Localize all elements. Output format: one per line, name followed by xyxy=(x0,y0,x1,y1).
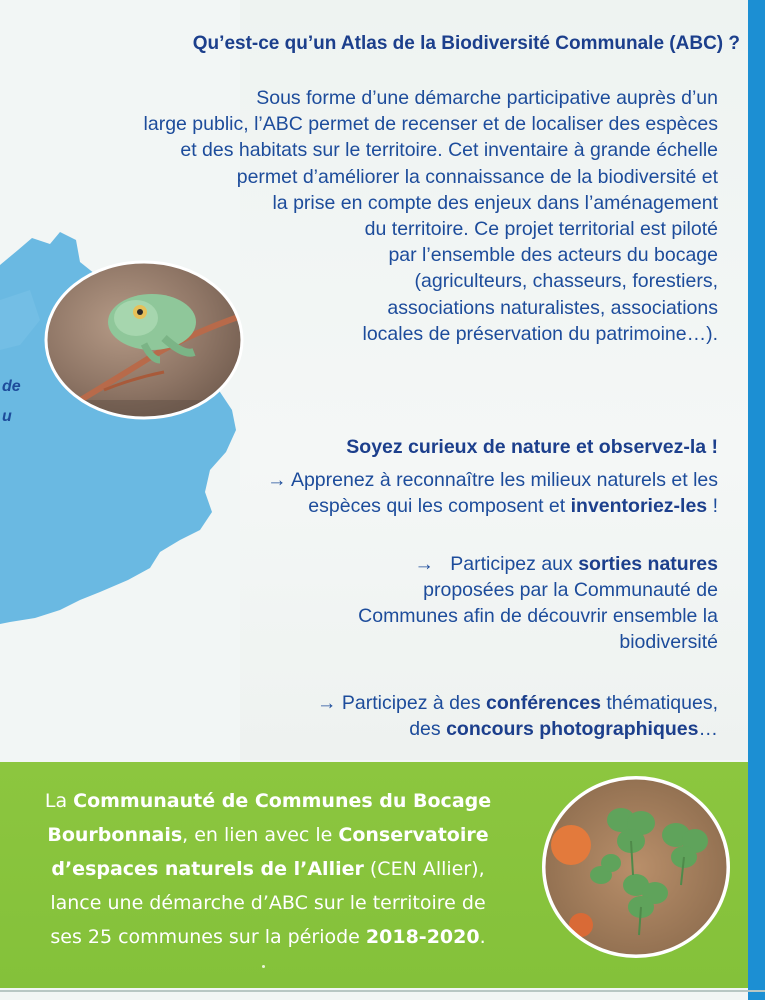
bullet-line: Communes afin de découvrir ensemble la xyxy=(358,605,718,627)
bullet-text: Apprenez à reconnaître les milieux naturels et les xyxy=(290,469,718,491)
green-box-text xyxy=(8,784,528,954)
green-text: (CEN Allier), xyxy=(363,858,485,880)
green-emphasis: d’espaces naturels de l’Allier xyxy=(51,858,364,880)
green-text: ses 25 communes sur la période xyxy=(50,926,366,948)
bullet-sorties xyxy=(280,551,718,655)
bullet-line xyxy=(280,551,718,577)
intro-line: et des habitats sur le territoire. Cet inventaire à grande échelle xyxy=(180,139,718,162)
green-line: lance une démarche d’ABC sur le territoire de xyxy=(50,892,486,914)
bullet-text: des xyxy=(409,718,447,740)
intro-line: permet d’améliorer la connaissance de la biodiversité et xyxy=(236,165,718,188)
decorative-dot xyxy=(262,965,265,968)
intro-line: locales de préservation du patrimoine…). xyxy=(362,322,718,345)
intro-paragraph xyxy=(0,85,718,347)
arrow-icon: → xyxy=(267,469,287,491)
bullet-line xyxy=(140,493,718,519)
bullet-conferences xyxy=(190,690,718,742)
green-line xyxy=(8,852,528,886)
bullet-emphasis: inventoriez-les xyxy=(570,495,708,517)
intro-line: Sous forme d’une démarche participative auprès d’un xyxy=(256,87,718,109)
clover-photo xyxy=(541,775,731,960)
bullet-text: … xyxy=(698,718,718,740)
bullet-emphasis: conférences xyxy=(486,692,601,714)
bullet-line: biodiversité xyxy=(619,631,718,653)
green-emphasis: 2018-2020 xyxy=(365,926,480,948)
bullet-line xyxy=(190,716,718,742)
arrow-icon: → xyxy=(316,692,337,714)
map-side-fragment-2: u xyxy=(2,408,12,425)
intro-line: associations naturalistes, associations xyxy=(387,296,718,319)
bullet-emphasis: sorties natures xyxy=(578,553,718,575)
bullet-line: proposées par la Communauté de xyxy=(423,579,718,601)
bottom-rule xyxy=(0,990,765,992)
right-accent-bar xyxy=(748,0,765,1000)
green-line xyxy=(8,818,528,852)
intro-line: (agriculteurs, chasseurs, forestiers, xyxy=(414,270,718,293)
section-title-curieux: Soyez curieux de nature et observez-la ! xyxy=(346,436,718,458)
bullet-line xyxy=(140,467,718,493)
section-title-abc: Qu’est-ce qu’un Atlas de la Biodiversité Communale (ABC) ? xyxy=(192,33,740,54)
map-side-text xyxy=(2,372,21,432)
green-text: La xyxy=(44,790,74,812)
bullet-text: Participez aux xyxy=(450,553,579,575)
map-side-fragment-1: de xyxy=(2,378,21,395)
intro-line: du territoire. Ce projet territorial est piloté xyxy=(364,218,718,241)
green-text: , en lien avec le xyxy=(182,824,339,846)
bullet-text: Participez à des xyxy=(341,692,487,714)
green-emphasis: Communauté de Communes du Bocage xyxy=(73,790,492,812)
bullet-text: ! xyxy=(707,495,718,517)
bullet-line xyxy=(190,690,718,716)
intro-line: par l’ensemble des acteurs du bocage xyxy=(388,244,718,267)
bullet-emphasis: concours photographiques xyxy=(446,718,699,740)
green-emphasis: Bourbonnais xyxy=(47,824,183,846)
bullet-text: espèces qui les composent et xyxy=(308,495,571,517)
intro-line: la prise en compte des enjeux dans l’aménagement xyxy=(272,191,718,214)
arrow-icon: → xyxy=(414,553,435,575)
green-line xyxy=(8,920,528,954)
bullet-text: thématiques, xyxy=(600,692,718,714)
bullet-inventoriez xyxy=(140,467,718,519)
intro-line: large public, l’ABC permet de recenser et de localiser des espèces xyxy=(143,113,718,136)
green-emphasis: Conservatoire xyxy=(338,824,489,846)
green-text: . xyxy=(479,926,486,948)
green-line xyxy=(8,784,528,818)
